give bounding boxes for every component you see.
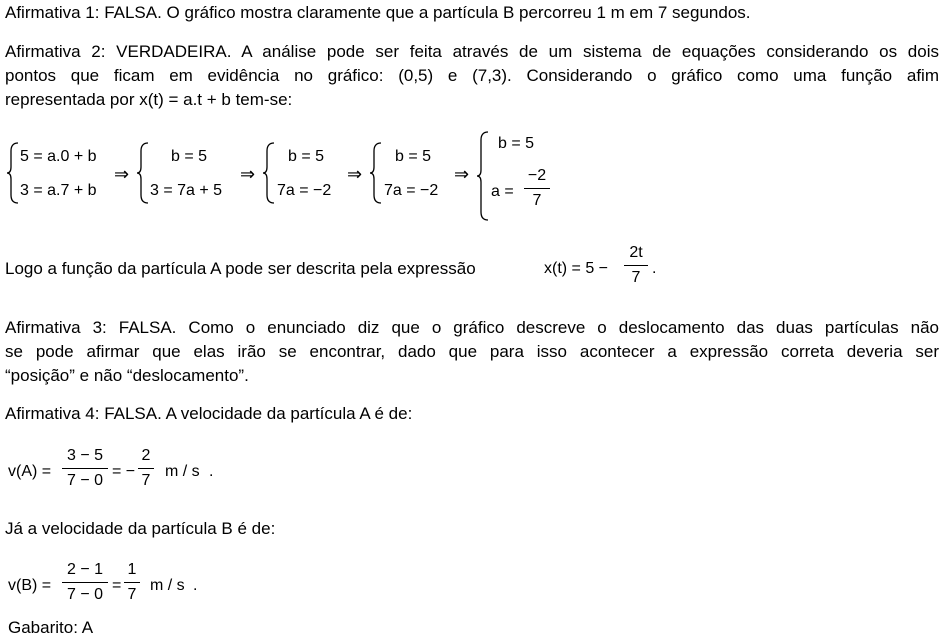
brace-2 bbox=[136, 141, 150, 205]
velocity-b-numerator-1: 2 − 1 bbox=[66, 561, 104, 578]
afirmativa-3-line-2: se pode afirmar que elas irão se encontrar, dado que para isso acontecer a expressão correta deveria ser bbox=[5, 342, 939, 361]
system-5-fraction bbox=[524, 167, 550, 210]
velocity-b-numerator-2: 1 bbox=[127, 561, 137, 578]
brace-4 bbox=[369, 141, 383, 205]
system-5-top: b = 5 bbox=[498, 135, 535, 152]
velocity-a-end: . bbox=[209, 463, 214, 480]
implies-arrow-4: ⇒ bbox=[454, 164, 470, 184]
expression-end: . bbox=[652, 260, 657, 277]
brace-1 bbox=[6, 141, 20, 205]
velocity-b-denominator-2: 7 bbox=[127, 586, 137, 603]
system-1-bottom: 3 = a.7 + b bbox=[20, 182, 97, 199]
velocity-a-denominator-1: 7 − 0 bbox=[66, 472, 104, 489]
system-2-bottom: 3 = 7a + 5 bbox=[150, 182, 223, 199]
afirmativa-3-line-1: Afirmativa 3: FALSA. Como o enunciado diz que o gráfico descreve o deslocamento das duas partículas não bbox=[5, 318, 939, 337]
system-4-top: b = 5 bbox=[395, 148, 432, 165]
velocity-b-fraction-1 bbox=[62, 561, 108, 604]
afirmativa-4: Afirmativa 4: FALSA. A velocidade da partícula A é de: bbox=[5, 404, 413, 423]
system-1-top: 5 = a.0 + b bbox=[20, 148, 97, 165]
fraction-bar bbox=[124, 582, 140, 583]
fraction-bar bbox=[138, 468, 154, 469]
velocity-b-mid: = bbox=[112, 577, 122, 594]
velocity-a-fraction-1 bbox=[62, 447, 108, 490]
system-5-a: a = bbox=[491, 183, 514, 200]
velocity-a-unit: m / s bbox=[165, 463, 200, 480]
afirmativa-2-line-1: Afirmativa 2: VERDADEIRA. A análise pode ser feita através de um sistema de equações considerando os dois bbox=[5, 42, 939, 61]
velocity-b-denominator-1: 7 − 0 bbox=[66, 586, 104, 603]
afirmativa-2-line-2: pontos que ficam em evidência no gráfico: (0,5) e (7,3). Considerando o gráfico como uma função afim bbox=[5, 66, 939, 85]
brace-3 bbox=[262, 141, 276, 205]
expression-lhs: x(t) = 5 − bbox=[544, 260, 609, 277]
expression-denominator: 7 bbox=[631, 269, 641, 286]
logo-text: Logo a função da partícula A pode ser descrita pela expressão bbox=[5, 259, 476, 278]
velocity-b-lhs: v(B) = bbox=[8, 577, 52, 594]
velocity-b-fraction-2 bbox=[124, 561, 140, 604]
afirmativa-1: Afirmativa 1: FALSA. O gráfico mostra claramente que a partícula B percorreu 1 m em 7 segundos. bbox=[5, 3, 751, 22]
system-5-numerator: −2 bbox=[527, 167, 547, 184]
expression-fraction bbox=[624, 244, 648, 287]
fraction-bar bbox=[624, 265, 648, 266]
velocity-b-unit: m / s bbox=[150, 577, 185, 594]
velocity-a-numerator-1: 3 − 5 bbox=[66, 447, 104, 464]
implies-arrow-1: ⇒ bbox=[114, 164, 130, 184]
system-2-top: b = 5 bbox=[171, 148, 208, 165]
velocity-a-lhs: v(A) = bbox=[8, 463, 52, 480]
gabarito: Gabarito: A bbox=[8, 618, 94, 637]
system-3-top: b = 5 bbox=[288, 148, 325, 165]
velocity-a-mid: = − bbox=[112, 463, 136, 480]
velocity-a-numerator-2: 2 bbox=[141, 447, 151, 464]
afirmativa-2 bbox=[5, 40, 939, 112]
system-5-denominator: 7 bbox=[532, 192, 542, 209]
brace-5 bbox=[476, 130, 490, 222]
system-3-bottom: 7a = −2 bbox=[277, 182, 332, 199]
velocity-a-denominator-2: 7 bbox=[141, 472, 151, 489]
implies-arrow-3: ⇒ bbox=[347, 164, 363, 184]
system-4-bottom: 7a = −2 bbox=[384, 182, 439, 199]
velocity-b-end: . bbox=[193, 577, 198, 594]
velocity-b-intro: Já a velocidade da partícula B é de: bbox=[5, 519, 276, 538]
fraction-bar bbox=[62, 582, 108, 583]
fraction-bar bbox=[62, 468, 108, 469]
expression-numerator: 2t bbox=[629, 244, 643, 261]
afirmativa-3-line-3: “posição” e não “deslocamento”. bbox=[5, 366, 249, 385]
implies-arrow-2: ⇒ bbox=[240, 164, 256, 184]
afirmativa-3 bbox=[5, 316, 939, 388]
afirmativa-2-line-3: representada por x(t) = a.t + b tem-se: bbox=[5, 90, 293, 109]
fraction-bar bbox=[524, 188, 550, 189]
velocity-a-fraction-2 bbox=[138, 447, 154, 490]
